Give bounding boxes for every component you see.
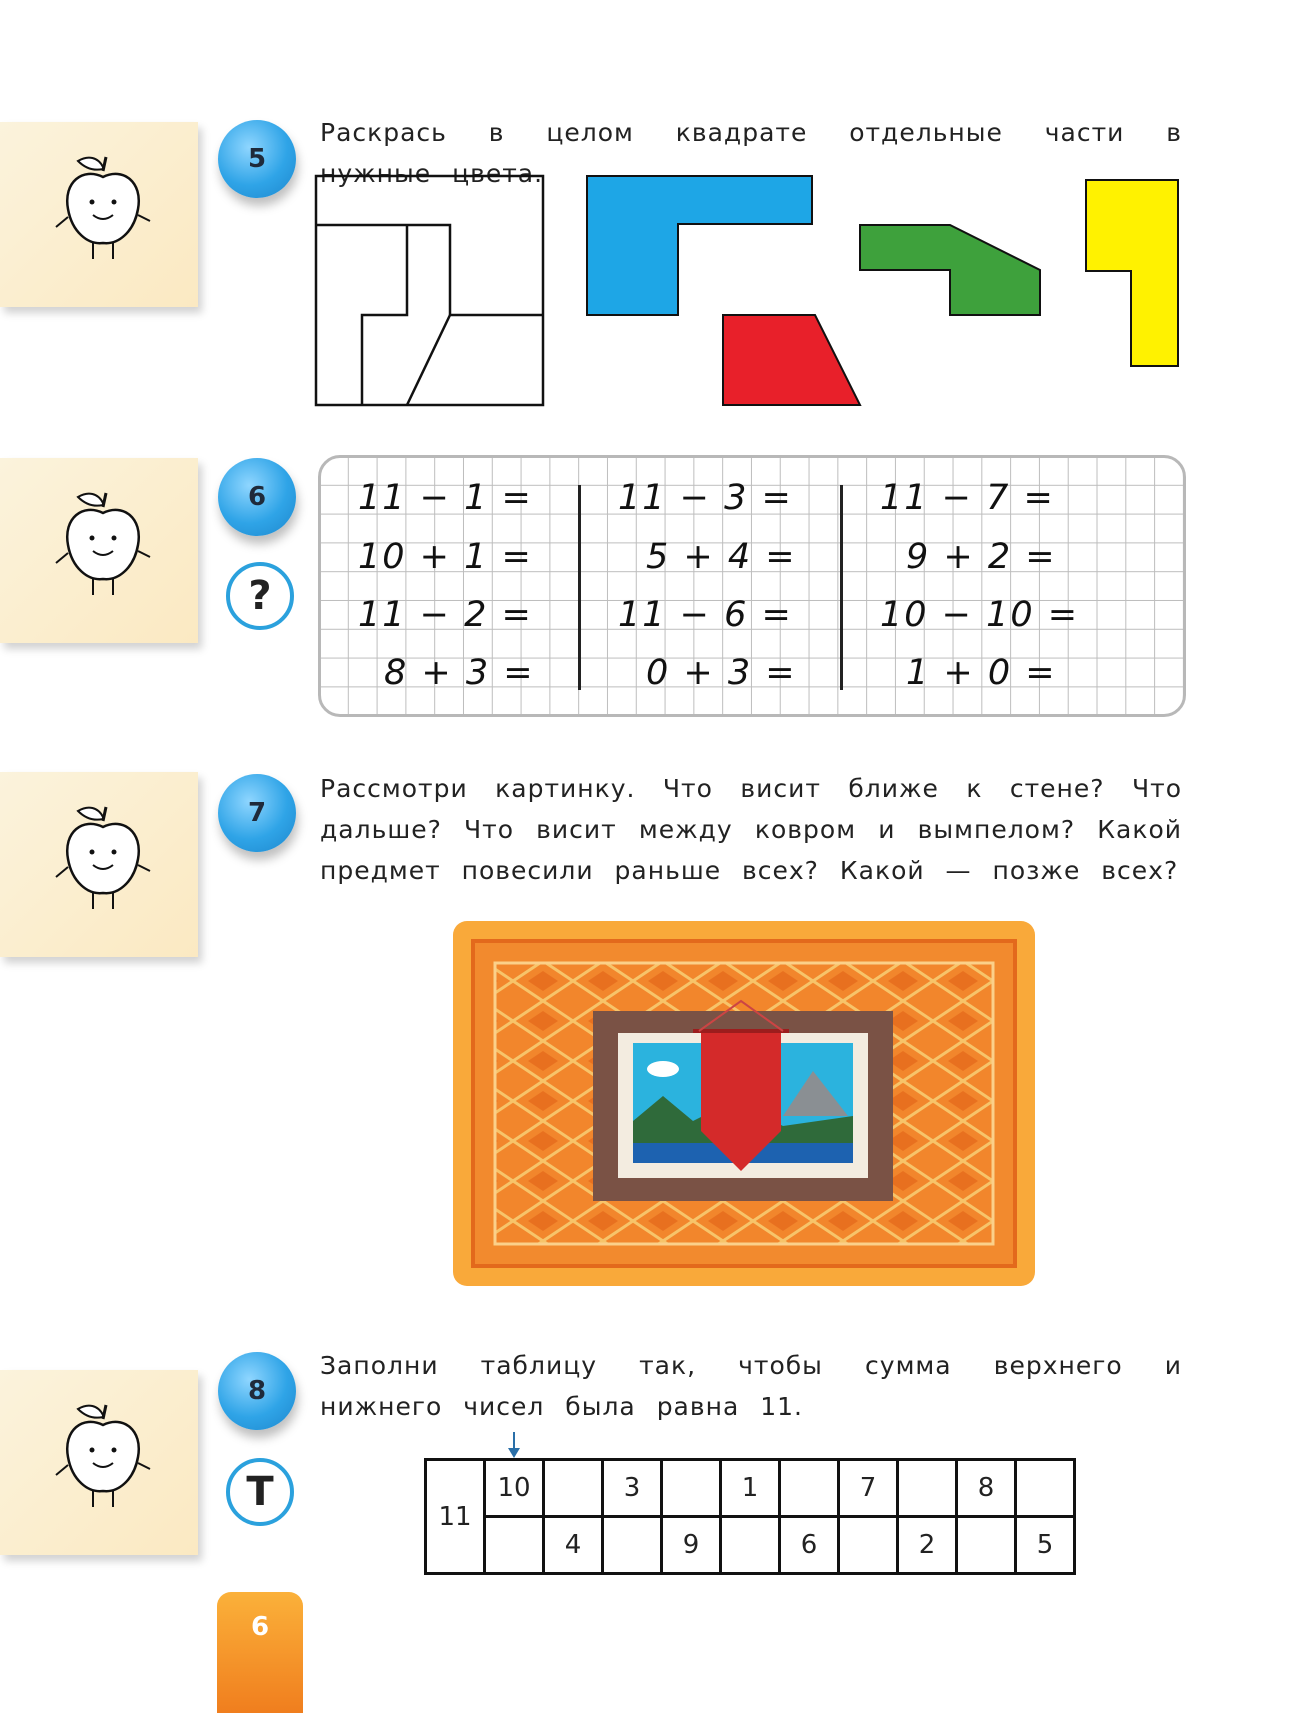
table-cell[interactable] [957,1517,1016,1574]
test-marker-icon: Т [226,1458,294,1526]
task-8-instruction: Заполни таблицу так, чтобы сумма верхнего и нижнего чисел была равна 11. [320,1351,1182,1421]
task-5-instruction: Раскрась в целом квадрате отдельные части в нужные цвета. [320,118,1182,188]
page-number-tab: 6 [217,1592,303,1713]
table-cell[interactable]: 3 [603,1460,662,1517]
column-divider [578,485,581,690]
table-cell[interactable]: 10 [485,1460,544,1517]
task-5-shapes [310,170,1190,415]
table-cell[interactable] [662,1460,721,1517]
equation[interactable]: 1 + 0 = [906,653,1057,693]
sticky-note-task-5 [0,122,198,307]
table-cell[interactable] [485,1517,544,1574]
outline-square[interactable] [316,176,543,405]
table-cell[interactable] [544,1460,603,1517]
task-number-badge-7: 7 [218,774,296,852]
equation[interactable]: 5 + 4 = [646,537,797,577]
column-divider [840,485,843,690]
task-number-badge-6: 6 [218,458,296,536]
blue-piece[interactable] [587,176,812,315]
table-cell[interactable] [603,1517,662,1574]
sum-table [424,1458,1076,1575]
equation[interactable]: 10 − 10 = [880,595,1080,635]
apple-character-icon [48,797,158,937]
sticky-note-task-7 [0,772,198,957]
equation[interactable]: 11 − 7 = [880,478,1055,518]
equation[interactable]: 10 + 1 = [358,537,533,577]
equation[interactable]: 11 − 2 = [358,595,533,635]
yellow-piece[interactable] [1086,180,1178,366]
table-cell[interactable]: 6 [780,1517,839,1574]
apple-character-icon [48,147,158,287]
table-cell[interactable] [839,1517,898,1574]
question-mark-icon: ? [226,562,294,630]
equation[interactable]: 0 + 3 = [646,653,797,693]
table-cell[interactable]: 5 [1016,1517,1075,1574]
table-cell[interactable] [1016,1460,1075,1517]
equation[interactable]: 9 + 2 = [906,537,1057,577]
table-cell[interactable]: 9 [662,1517,721,1574]
task-7-instruction: Рассмотри картинку. Что висит ближе к стене? Что дальше? Что висит между ковром и вымпелом? Какой предмет повесили раньше всех? Какой — позже всех? [320,774,1182,885]
equation[interactable]: 8 + 3 = [384,653,535,693]
green-piece[interactable] [860,225,1040,315]
table-cell[interactable]: 7 [839,1460,898,1517]
table-label-cell: 11 [426,1460,485,1574]
equation[interactable]: 11 − 1 = [358,478,533,518]
task-number-badge-5: 5 [218,120,296,198]
table-cell[interactable]: 8 [957,1460,1016,1517]
apple-character-icon [48,483,158,623]
down-arrow-icon [507,1432,521,1458]
table-cell[interactable] [721,1517,780,1574]
table-cell[interactable]: 2 [898,1517,957,1574]
table-cell[interactable]: 1 [721,1460,780,1517]
sticky-note-task-6 [0,458,198,643]
carpet-picture-illustration [453,921,1035,1286]
apple-character-icon [48,1395,158,1535]
table-cell[interactable]: 4 [544,1517,603,1574]
red-piece[interactable] [723,315,860,405]
table-cell[interactable] [780,1460,839,1517]
equation[interactable]: 11 − 6 = [618,595,793,635]
equation[interactable]: 11 − 3 = [618,478,793,518]
table-cell[interactable] [898,1460,957,1517]
task-number-badge-8: 8 [218,1352,296,1430]
sticky-note-task-8 [0,1370,198,1555]
